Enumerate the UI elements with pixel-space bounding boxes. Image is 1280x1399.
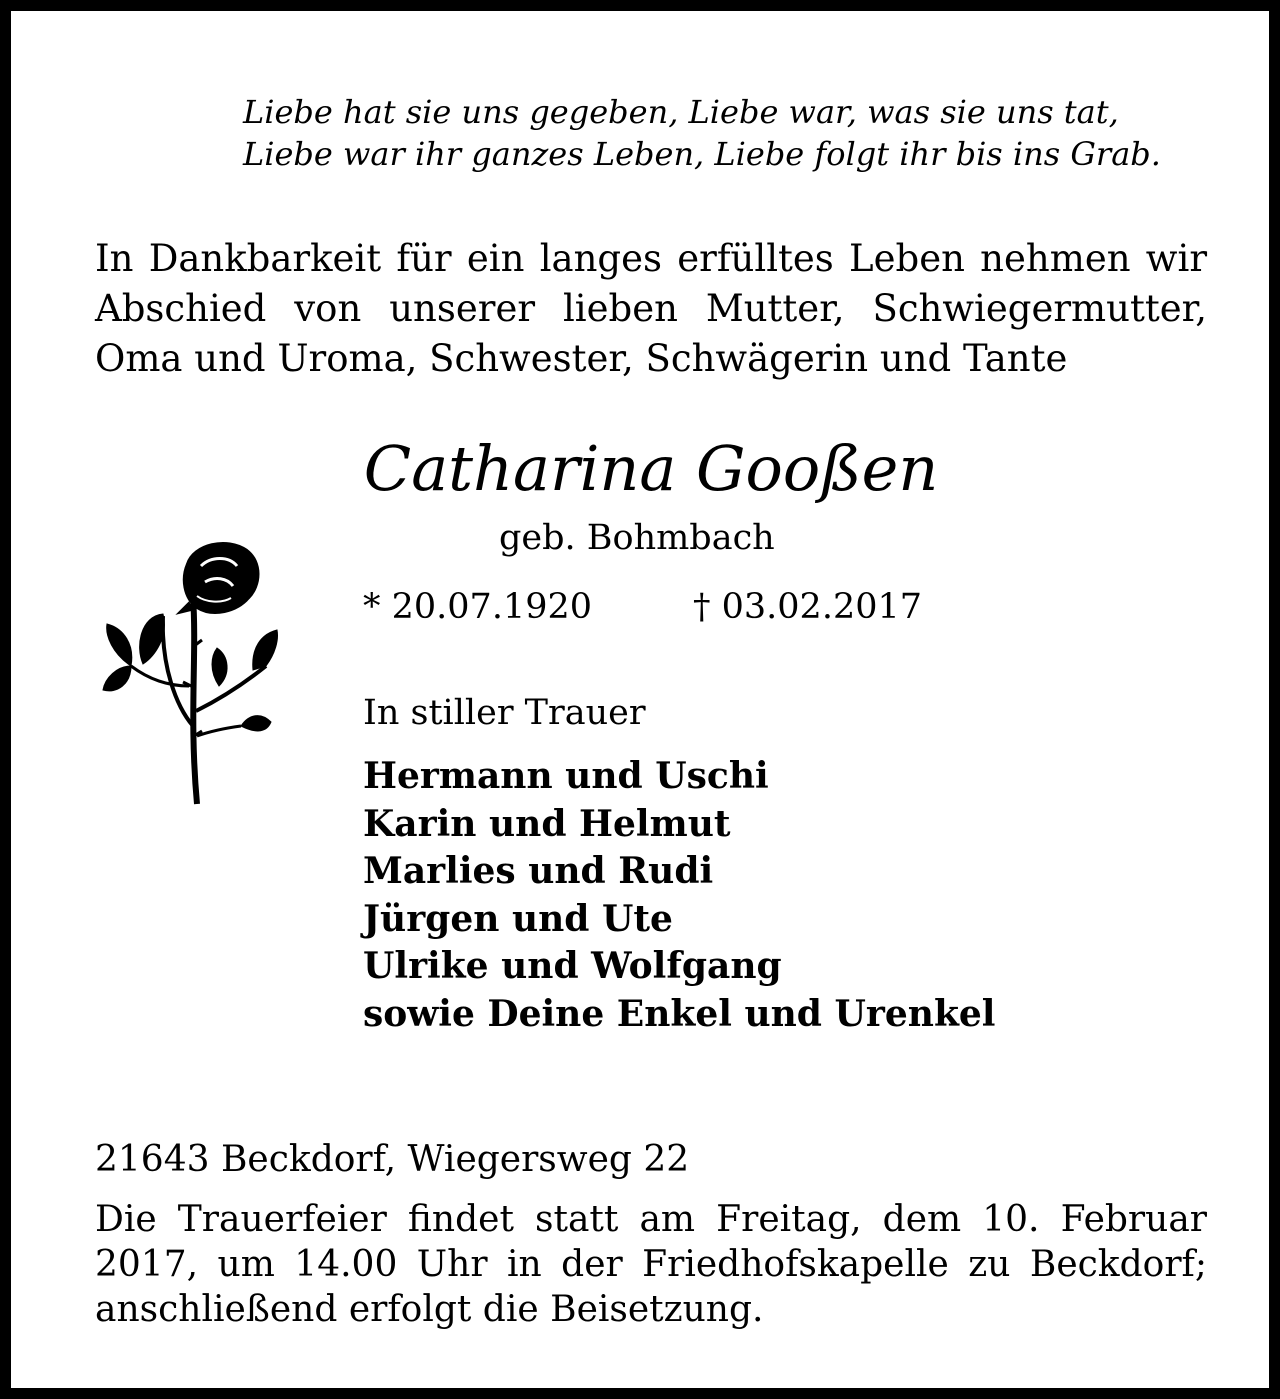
family-member: Hermann und Uschi	[363, 755, 769, 797]
quote-line-1: Liebe hat sie uns gegeben, Liebe war, was sie uns tat,	[243, 93, 1119, 131]
family-member: Marlies und Rudi	[363, 850, 714, 892]
address: 21643 Beckdorf, Wiegersweg 22	[95, 1139, 690, 1180]
maiden-name: geb. Bohmbach	[499, 518, 775, 558]
memorial-quote	[243, 91, 1223, 175]
family-member: sowie Deine Enkel und Urenkel	[363, 992, 996, 1035]
mourning-label: In stiller Trauer	[363, 693, 646, 733]
birth-date: * 20.07.1920	[363, 587, 593, 627]
intro-text: In Dankbarkeit für ein langes erfülltes Leben nehmen wir Abschied von unserer lieben Mutter, Schwiegermutter, Oma und Uroma, Schwester, Schwägerin und Tante	[95, 237, 1207, 380]
funeral-service-info: Die Trauerfeier findet statt am Freitag, dem 10. Februar 2017, um 14.00 Uhr in der Friedhofskapelle zu Beckdorf; anschließend erfolgt die Beisetzung.	[95, 1199, 1207, 1330]
family-list	[363, 753, 995, 1038]
death-date: † 03.02.2017	[693, 587, 923, 627]
family-member: Jürgen und Ute	[363, 897, 673, 940]
rose-icon	[101, 536, 281, 806]
deceased-name: Catharina Gooßen	[363, 432, 939, 505]
family-member: Ulrike und Wolfgang	[363, 945, 782, 987]
family-member: Karin und Helmut	[363, 802, 731, 845]
quote-line-2: Liebe war ihr ganzes Leben, Liebe folgt ihr bis ins Grab.	[243, 135, 1161, 173]
